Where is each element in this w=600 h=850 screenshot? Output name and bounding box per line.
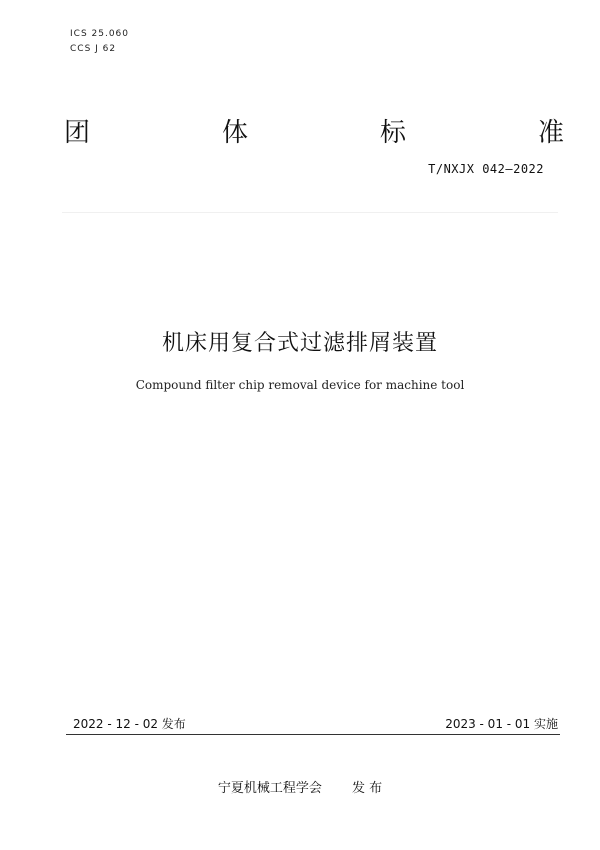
publisher-organization: 宁夏机械工程学会 [217, 781, 322, 796]
classification-codes [70, 27, 129, 57]
standard-type-char-1: 团 [64, 117, 91, 148]
standard-type-char-2: 体 [221, 117, 248, 148]
standard-type-char-4: 准 [537, 117, 564, 148]
footer-divider [66, 734, 560, 735]
implementation-date: 2023 - 01 - 01 实施 [445, 717, 558, 731]
header-divider [62, 212, 558, 213]
standard-type-char-3: 标 [379, 117, 406, 148]
document-title-english: Compound filter chip removal device for machine tool [135, 378, 465, 392]
issue-date: 2022 - 12 - 02 发布 [73, 717, 186, 731]
publisher-action: 发 布 [352, 781, 383, 796]
document-title-chinese: 机床用复合式过滤排屑装置 [161, 331, 438, 356]
ccs-code: CCS J 62 [70, 44, 117, 54]
publisher-line [0, 777, 600, 796]
standard-type-heading [64, 112, 564, 148]
ics-code: ICS 25.060 [70, 29, 130, 39]
standard-number: T/NXJX 042—2022 [428, 162, 544, 176]
